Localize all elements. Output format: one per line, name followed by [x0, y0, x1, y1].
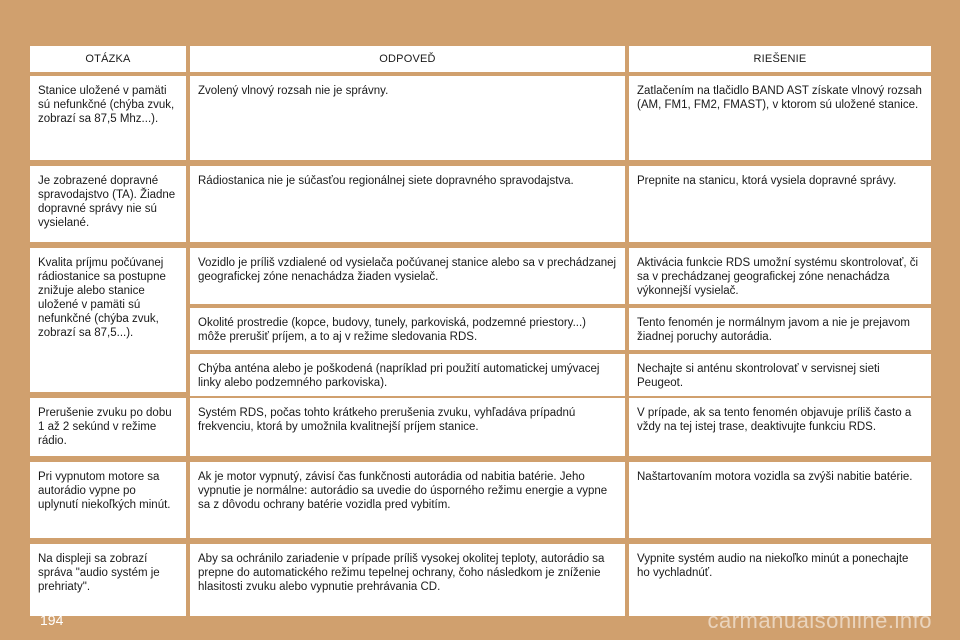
table-row — [30, 76, 931, 160]
symptom-cell: Na displeji sa zobrazí správa "audio systém je prehriaty". — [30, 544, 186, 616]
solution-cell: Naštartovaním motora vozidla sa zvýši nabitie batérie. — [629, 462, 931, 538]
table-row — [30, 248, 931, 392]
solution-cell: Nechajte si anténu skontrolovať v servisnej sieti Peugeot. — [629, 354, 931, 396]
answer-cell: Aby sa ochránilo zariadenie v prípade príliš vysokej okolitej teploty, autorádio sa prepne do automatického režimu tepelnej ochrany, čoho následkom je zníženie hlasitosti zvuku alebo vypnutie prehrávania CD. — [190, 544, 625, 616]
solution-cell: Aktivácia funkcie RDS umožní systému skontrolovať, či sa v prechádzanej geografickej zóne nenachádza výkonnejší vysielač. — [629, 248, 931, 304]
table-row — [30, 166, 931, 242]
table-row — [30, 398, 931, 456]
answer-cell: Rádiostanica nie je súčasťou regionálnej siete dopravného spravodajstva. — [190, 166, 625, 242]
solution-cell: Vypnite systém audio na niekoľko minút a ponechajte ho vychladnúť. — [629, 544, 931, 616]
troubleshooting-table — [30, 46, 931, 622]
symptom-cell: Kvalita príjmu počúvanej rádiostanice sa postupne znižuje alebo stanice uložené v pamäti sú nefunkčné (chýba zvuk, zobrazí sa 87,5...). — [30, 248, 186, 392]
header-question: OTÁZKA — [30, 46, 186, 72]
symptom-cell: Je zobrazené dopravné spravodajstvo (TA). Žiadne dopravné správy nie sú vysielané. — [30, 166, 186, 242]
header-answer: ODPOVEĎ — [190, 46, 625, 72]
watermark-text: carmanualsonline.info — [707, 608, 932, 633]
symptom-cell: Pri vypnutom motore sa autorádio vypne po uplynutí niekoľkých minút. — [30, 462, 186, 538]
page-number: 194 — [40, 612, 64, 628]
table-row — [30, 544, 931, 616]
solution-cell: Zatlačením na tlačidlo BAND AST získate vlnový rozsah (AM, FM1, FM2, FMAST), v ktorom sú uložené stanice. — [629, 76, 931, 160]
table-header — [30, 46, 931, 72]
answer-cell: Zvolený vlnový rozsah nie je správny. — [190, 76, 625, 160]
answer-cell: Chýba anténa alebo je poškodená (napríklad pri použití automatickej umývacej linky alebo podzemného parkoviska). — [190, 354, 625, 396]
symptom-cell: Stanice uložené v pamäti sú nefunkčné (chýba zvuk, zobrazí sa 87,5 Mhz...). — [30, 76, 186, 160]
table-row — [30, 462, 931, 538]
header-solution: RIEŠENIE — [629, 46, 931, 72]
solution-cell: Prepnite na stanicu, ktorá vysiela dopravné správy. — [629, 166, 931, 242]
answer-cell: Ak je motor vypnutý, závisí čas funkčnosti autorádia od nabitia batérie. Jeho vypnutie je normálne: autorádio sa uvedie do úsporného režimu energie a vypne sa z dôvodu ochrany batérie vozidla pred vybitím. — [190, 462, 625, 538]
answer-cell: Okolité prostredie (kopce, budovy, tunely, parkoviská, podzemné priestory...) môže prerušiť príjem, a to aj v režime sledovania RDS. — [190, 308, 625, 350]
symptom-cell: Prerušenie zvuku po dobu 1 až 2 sekúnd v režime rádio. — [30, 398, 186, 456]
solution-cell: Tento fenomén je normálnym javom a nie je prejavom žiadnej poruchy autorádia. — [629, 308, 931, 350]
answer-cell: Systém RDS, počas tohto krátkeho prerušenia zvuku, vyhľadáva prípadnú frekvenciu, ktorá by umožnila kvalitnejší príjem stanice. — [190, 398, 625, 456]
answer-cell: Vozidlo je príliš vzdialené od vysielača počúvanej stanice alebo sa v prechádzanej geografickej zóne nenachádza žiaden vysielač. — [190, 248, 625, 304]
solution-cell: V prípade, ak sa tento fenomén objavuje príliš často a vždy na tej istej trase, deaktivujte funkciu RDS. — [629, 398, 931, 456]
